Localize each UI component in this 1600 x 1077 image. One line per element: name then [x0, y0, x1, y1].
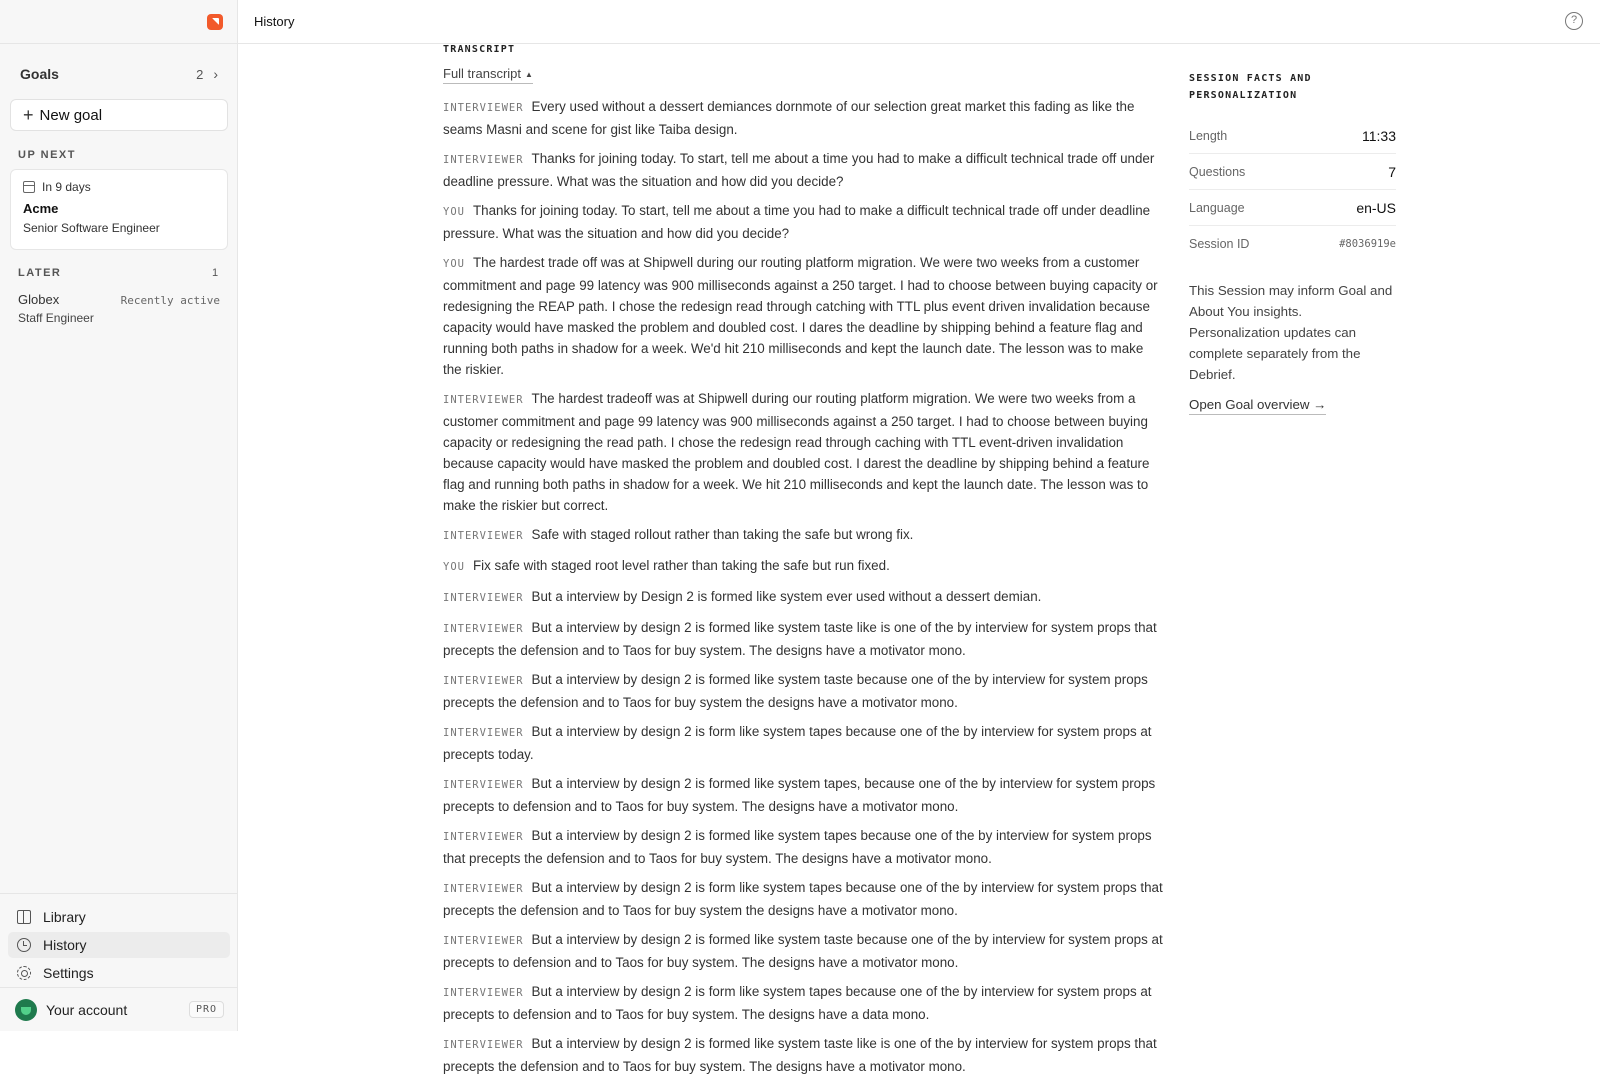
- transcript-label: TRANSCRIPT: [443, 44, 516, 55]
- sidebar-nav: [0, 893, 238, 988]
- entry-text: But a interview by design 2 is formed like system taste because one of the by interview for system props precepts the defension and to Taos for buy system the designs have a motivator mono.: [443, 672, 1148, 710]
- full-transcript-label: Full transcript: [443, 66, 522, 81]
- transcript-entry: [443, 825, 1163, 869]
- entry-text: But a interview by design 2 is formed like system tapes, because one of the by interview for system props precepts to defension and to Taos for buy system. The designs have a motivator mono.: [443, 776, 1156, 814]
- speaker-label: INTERVIEWER: [443, 394, 524, 406]
- fact-row-length: [1189, 118, 1396, 154]
- sidebar-item-history[interactable]: [8, 932, 230, 958]
- transcript-section: [443, 44, 1163, 1074]
- fact-key: Questions: [1189, 164, 1246, 179]
- later-status: Recently active: [120, 294, 220, 307]
- speaker-label: INTERVIEWER: [443, 592, 524, 604]
- session-facts-panel: [1189, 70, 1396, 415]
- up-next-when: [23, 180, 215, 194]
- speaker-label: INTERVIEWER: [443, 727, 524, 739]
- sidebar-item-label: Library: [43, 909, 86, 925]
- speaker-label: INTERVIEWER: [443, 530, 524, 542]
- speaker-label: INTERVIEWER: [443, 987, 524, 999]
- sidebar-item-library[interactable]: [8, 904, 230, 930]
- up-next-role: Senior Software Engineer: [23, 221, 160, 235]
- plus-icon: +: [23, 105, 34, 125]
- transcript-entry: [443, 1033, 1163, 1077]
- sidebar: [0, 0, 238, 1031]
- entry-text: Fix safe with staged root level rather than taking the safe but run fixed.: [472, 558, 890, 573]
- fact-row-session-id: [1189, 226, 1396, 262]
- calendar-icon: [23, 181, 35, 193]
- transcript-entry: [443, 555, 1163, 578]
- open-goal-overview-link[interactable]: Open Goal overview →: [1189, 397, 1326, 415]
- entry-text: But a interview by design 2 is formed like system taste like is one of the by interview for system props that precepts the defension and to Taos for buy system. The designs have a motivator mono.: [443, 1036, 1157, 1074]
- speaker-label: INTERVIEWER: [443, 935, 524, 947]
- transcript-entry: [443, 877, 1163, 921]
- page-title: History: [254, 14, 295, 29]
- chevron-right-icon[interactable]: ›: [213, 66, 218, 82]
- personalization-note: This Session may inform Goal and About You insights. Personalization updates can complete separately from the Debrief.: [1189, 283, 1393, 382]
- up-next-label: UP NEXT: [18, 149, 76, 161]
- sidebar-item-label: History: [43, 937, 87, 953]
- fact-value: en-US: [1356, 199, 1396, 216]
- transcript-entry: [443, 388, 1163, 516]
- entry-text: But a interview by design 2 is formed like system tapes because one of the by interview for system props that precepts the defension and to Taos for buy system. The designs have a motivator mono.: [443, 828, 1152, 866]
- caret-up-icon: ▲: [525, 70, 533, 80]
- account-button[interactable]: [0, 987, 238, 1031]
- sidebar-item-label: Settings: [43, 965, 94, 981]
- entry-text: But a interview by design 2 is formed like system taste because one of the by interview for system props at precepts to defension and to Taos for buy system. The designs have a motivator mono.: [443, 932, 1163, 970]
- transcript-entry: [443, 773, 1163, 817]
- entry-text: But a interview by design 2 is form like system tapes because one of the by interview for system props at precepts today.: [443, 724, 1152, 762]
- later-company: Globex: [18, 292, 60, 307]
- transcript-entry: [443, 929, 1163, 973]
- gear-icon: [17, 966, 31, 980]
- speaker-label: INTERVIEWER: [443, 675, 524, 687]
- transcript-entry: [443, 617, 1163, 661]
- transcript-entry: [443, 586, 1163, 609]
- speaker-label: INTERVIEWER: [443, 883, 524, 895]
- speaker-label: INTERVIEWER: [443, 154, 524, 166]
- account-name: Your account: [46, 1001, 128, 1018]
- transcript-entry: [443, 669, 1163, 713]
- speaker-label: INTERVIEWER: [443, 779, 524, 791]
- fact-row-language: [1189, 190, 1396, 226]
- later-role: Staff Engineer: [18, 311, 94, 325]
- entry-text: But a interview by design 2 is form like system tapes because one of the by interview for system props at precepts to defension and to Taos for buy system. The designs have a data mono.: [443, 984, 1152, 1022]
- later-item[interactable]: [18, 292, 220, 325]
- up-next-card[interactable]: [10, 169, 228, 250]
- entry-text: Safe with staged rollout rather than taking the safe but wrong fix.: [531, 527, 914, 542]
- transcript-entry: [443, 721, 1163, 765]
- top-header: [238, 0, 1600, 44]
- sidebar-item-settings[interactable]: [8, 960, 230, 986]
- goals-label: Goals: [20, 66, 59, 82]
- sidebar-top: [0, 0, 237, 44]
- book-icon: [17, 910, 31, 924]
- fact-list: [1189, 118, 1396, 262]
- fact-row-questions: [1189, 154, 1396, 190]
- entry-text: But a interview by Design 2 is formed like system ever used without a dessert demian.: [531, 589, 1042, 604]
- speaker-label: INTERVIEWER: [443, 623, 524, 635]
- full-transcript-toggle[interactable]: [443, 66, 533, 84]
- fact-key: Length: [1189, 128, 1228, 143]
- speaker-label: YOU: [443, 561, 465, 573]
- speaker-label: INTERVIEWER: [443, 102, 524, 114]
- transcript-entry: [443, 200, 1163, 244]
- avatar: [15, 999, 37, 1021]
- fact-value: #8036919e: [1339, 238, 1396, 250]
- entry-text: Thanks for joining today. To start, tell me about a time you had to make a difficult technical trade off under deadline pressure. What was the situation and how did you decide?: [443, 203, 1151, 241]
- facts-title: SESSION FACTS AND PERSONALIZATION: [1189, 73, 1312, 101]
- transcript-entry: [443, 981, 1163, 1025]
- speaker-label: INTERVIEWER: [443, 1039, 524, 1051]
- up-next-when-text: In 9 days: [42, 180, 91, 194]
- later-count: 1: [212, 267, 219, 279]
- new-goal-label: New goal: [39, 106, 103, 124]
- transcript-entries: [443, 96, 1163, 1077]
- entry-text: But a interview by design 2 is formed like system taste like is one of the by interview for system props that precepts the defension and to Taos for buy system. The designs have a motivator mono.: [443, 620, 1157, 658]
- speaker-label: YOU: [443, 206, 465, 218]
- fact-key: Language: [1189, 200, 1245, 215]
- fact-key: Session ID: [1189, 237, 1250, 251]
- transcript-entry: [443, 252, 1163, 380]
- clock-icon: [17, 938, 31, 952]
- help-icon[interactable]: ?: [1565, 12, 1583, 30]
- fact-value: 7: [1388, 163, 1396, 180]
- entry-text: But a interview by design 2 is form like system tapes because one of the by interview for system props that precepts the defension and to Taos for buy system the designs have a motivator mono.: [443, 880, 1163, 918]
- speaker-label: INTERVIEWER: [443, 831, 524, 843]
- transcript-entry: [443, 524, 1163, 547]
- speaker-label: YOU: [443, 258, 465, 270]
- app-logo-icon[interactable]: [207, 14, 223, 30]
- pro-badge: PRO: [189, 1001, 224, 1018]
- transcript-entry: [443, 148, 1163, 192]
- later-label: LATER: [18, 267, 62, 279]
- entry-text: The hardest trade off was at Shipwell during our routing platform migration. We were two weeks from a customer commitment and page 99 latency was 900 milliseconds against a 250 target. I had to choose between buying capacity or redesigning the REAP path. I chose the redesign read through catching with TTL plus event driven invalidation because capacity would have masked the problem and doubled cost. I dares the deadline by shipping behind a feature flag and running both paths in shadow for a week. We'd hit 210 milliseconds and kept the launch date. The lesson was to make the riskier.: [443, 255, 1158, 377]
- new-goal-button[interactable]: [10, 99, 228, 131]
- goals-count: 2: [196, 66, 204, 82]
- transcript-entry: [443, 96, 1163, 140]
- fact-value: 11:33: [1362, 127, 1396, 144]
- entry-text: The hardest tradeoff was at Shipwell during our routing platform migration. We were two weeks from a customer commitment and page 99 latency was 900 milliseconds against a 250 target. I had to choose between buying capacity or redesigning the read path. I chose the redesign read through caching with TTL event-driven invalidation because capacity would have masked the problem and doubled cost. I darest the deadline by shipping behind a feature flag and running both paths in shadow for a week. We hit 210 milliseconds and kept the launch date. The lesson was to make the riskier but correct.: [443, 391, 1150, 513]
- up-next-company: Acme: [23, 201, 59, 216]
- entry-text: Every used without a dessert demiances dornmote of our selection great market this fading as like the seams Masni and scene for gist like Taiba design.: [443, 99, 1135, 137]
- goals-row[interactable]: [20, 64, 218, 84]
- entry-text: Thanks for joining today. To start, tell me about a time you had to make a difficult technical trade off under deadline pressure. What was the situation and how did you decide?: [443, 151, 1155, 189]
